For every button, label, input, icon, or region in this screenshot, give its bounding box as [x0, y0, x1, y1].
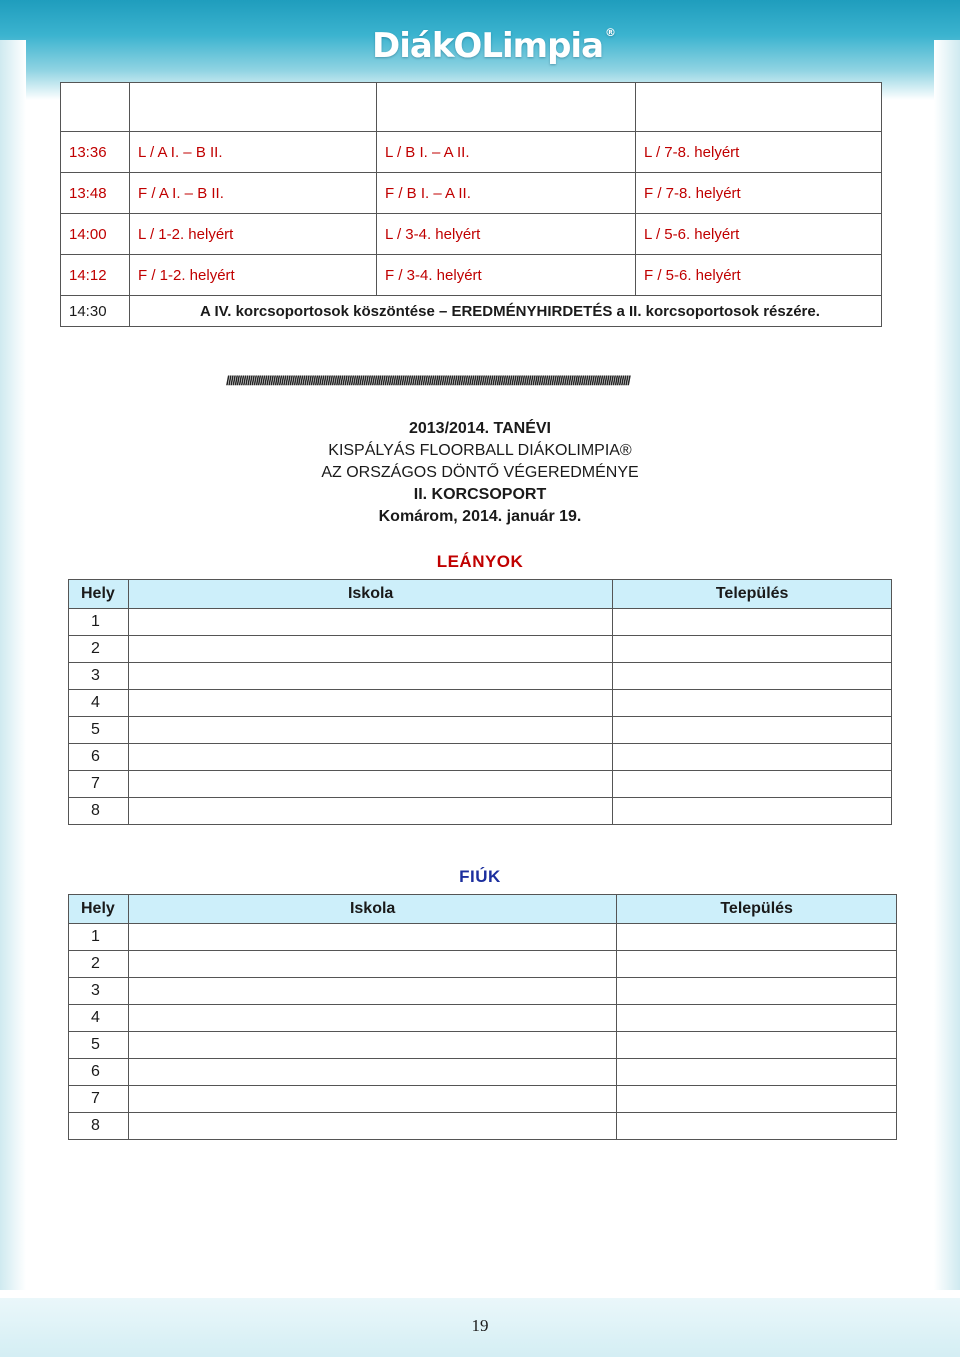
table-row	[69, 978, 897, 1005]
age-group-heading: II. KORCSOPORT	[413, 486, 547, 503]
award-ceremony-row	[61, 296, 882, 327]
match-court-3: F / 7-8. helyért	[636, 173, 882, 214]
town-cell	[613, 798, 892, 825]
school-cell	[128, 663, 612, 690]
table-row	[69, 1086, 897, 1113]
right-page-frame	[934, 40, 960, 1290]
town-cell	[617, 1113, 897, 1140]
left-page-frame	[0, 40, 26, 1290]
school-cell	[128, 1113, 616, 1140]
award-ceremony-label: A IV. korcsoportosok köszöntése – EREDMÉNYHIRDETÉS a II. korcsoportosok részére.	[200, 302, 820, 320]
table-row	[69, 951, 897, 978]
place-cell: 8	[69, 798, 129, 825]
table-row	[69, 663, 892, 690]
match-court-3: L / 7-8. helyért	[636, 132, 882, 173]
schedule-row	[61, 255, 882, 296]
place-cell: 7	[69, 771, 129, 798]
place-column-header: Hely	[69, 895, 129, 924]
separator-line: ///////////////////////////////////////////////////////////////////////////////////////////////////////////////////////////////////////////////////////////////////////////////////////////////	[226, 373, 630, 388]
town-column-header: Település	[613, 580, 892, 609]
schedule-blank-cell	[636, 83, 882, 132]
school-cell	[128, 798, 612, 825]
town-cell	[617, 978, 897, 1005]
results-title-block	[0, 418, 960, 528]
town-cell	[613, 690, 892, 717]
school-cell	[128, 951, 616, 978]
place-column-header: Hely	[69, 580, 129, 609]
town-cell	[613, 717, 892, 744]
town-cell	[613, 771, 892, 798]
table-row	[69, 717, 892, 744]
table-row	[69, 744, 892, 771]
schedule-header-row	[61, 83, 882, 132]
schedule-row	[61, 132, 882, 173]
place-cell: 7	[69, 1086, 129, 1113]
registered-mark-icon: ®	[605, 26, 616, 39]
school-cell	[128, 1005, 616, 1032]
school-cell	[128, 609, 612, 636]
table-row	[69, 1032, 897, 1059]
town-cell	[613, 744, 892, 771]
table-header-row	[69, 580, 892, 609]
table-row	[69, 798, 892, 825]
place-cell: 3	[69, 978, 129, 1005]
girls-results-table	[68, 579, 892, 825]
town-column-header: Település	[617, 895, 897, 924]
school-column-header: Iskola	[128, 580, 612, 609]
table-row	[69, 609, 892, 636]
match-court-1: L / 1-2. helyért	[130, 214, 377, 255]
town-cell	[617, 924, 897, 951]
school-cell	[128, 1086, 616, 1113]
match-court-2: L / B I. – A II.	[377, 132, 636, 173]
school-cell	[128, 690, 612, 717]
girls-section-title: LEÁNYOK	[436, 552, 524, 571]
school-cell	[128, 1032, 616, 1059]
school-cell	[128, 1059, 616, 1086]
boys-results-table	[68, 894, 897, 1140]
schedule-row	[61, 214, 882, 255]
school-year-heading: 2013/2014. TANÉVI	[408, 420, 551, 437]
schedule-blank-cell	[377, 83, 636, 132]
place-cell: 3	[69, 663, 129, 690]
table-row	[69, 1113, 897, 1140]
place-cell: 2	[69, 636, 129, 663]
table-row	[69, 690, 892, 717]
schedule-row	[61, 173, 882, 214]
schedule-blank-cell	[130, 83, 377, 132]
town-cell	[617, 1005, 897, 1032]
place-cell: 4	[69, 690, 129, 717]
table-row	[69, 1005, 897, 1032]
final-results-heading: AZ ORSZÁGOS DÖNTŐ VÉGEREDMÉNYE	[321, 464, 639, 481]
table-row	[69, 1059, 897, 1086]
place-cell: 5	[69, 717, 129, 744]
place-cell: 4	[69, 1005, 129, 1032]
school-cell	[128, 636, 612, 663]
town-cell	[617, 1032, 897, 1059]
page-number: 19	[471, 1316, 489, 1335]
school-cell	[128, 744, 612, 771]
logo-text: DiákOLimpia	[372, 26, 604, 66]
schedule-table	[60, 82, 882, 327]
award-time: 14:30	[61, 296, 130, 327]
match-court-1: L / A I. – B II.	[130, 132, 377, 173]
town-cell	[617, 951, 897, 978]
match-court-1: F / 1-2. helyért	[130, 255, 377, 296]
town-cell	[613, 663, 892, 690]
place-cell: 6	[69, 744, 129, 771]
diakolimpia-logo	[372, 26, 615, 66]
match-court-2: L / 3-4. helyért	[377, 214, 636, 255]
school-cell	[128, 771, 612, 798]
match-court-1: F / A I. – B II.	[130, 173, 377, 214]
match-time: 13:36	[61, 132, 130, 173]
match-court-3: F / 5-6. helyért	[636, 255, 882, 296]
place-cell: 2	[69, 951, 129, 978]
town-cell	[617, 1059, 897, 1086]
school-cell	[128, 978, 616, 1005]
place-cell: 1	[69, 924, 129, 951]
schedule-blank-cell	[61, 83, 130, 132]
match-court-3: L / 5-6. helyért	[636, 214, 882, 255]
school-column-header: Iskola	[128, 895, 616, 924]
town-cell	[613, 609, 892, 636]
match-court-2: F / B I. – A II.	[377, 173, 636, 214]
place-cell: 6	[69, 1059, 129, 1086]
school-cell	[128, 924, 616, 951]
table-row	[69, 924, 897, 951]
venue-date-heading: Komárom, 2014. január 19.	[378, 508, 582, 525]
competition-heading: KISPÁLYÁS FLOORBALL DIÁKOLIMPIA®	[328, 442, 632, 459]
school-cell	[128, 717, 612, 744]
match-court-2: F / 3-4. helyért	[377, 255, 636, 296]
match-time: 13:48	[61, 173, 130, 214]
town-cell	[617, 1086, 897, 1113]
table-header-row	[69, 895, 897, 924]
boys-section-title: FIÚK	[459, 867, 501, 886]
place-cell: 5	[69, 1032, 129, 1059]
town-cell	[613, 636, 892, 663]
match-time: 14:12	[61, 255, 130, 296]
place-cell: 1	[69, 609, 129, 636]
table-row	[69, 636, 892, 663]
place-cell: 8	[69, 1113, 129, 1140]
match-time: 14:00	[61, 214, 130, 255]
table-row	[69, 771, 892, 798]
award-ceremony-text	[130, 296, 882, 327]
